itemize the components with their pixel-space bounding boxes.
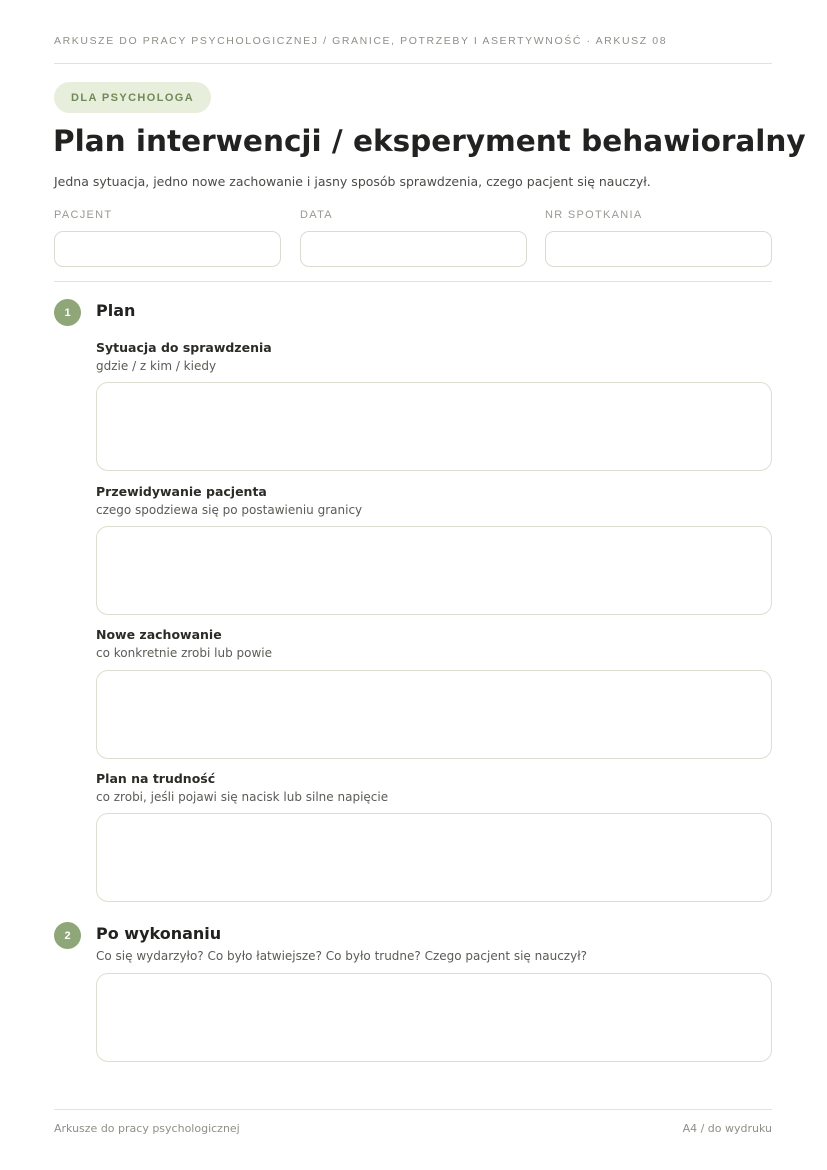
audience-badge: DLA PSYCHOLOGA [54,82,211,113]
step-number-2: 2 [54,922,81,949]
situation-textarea[interactable] [96,382,772,471]
field-hint-new-behavior: co konkretnie zrobi lub powie [96,646,273,660]
field-hint-after: Co się wydarzyło? Co było łatwiejsze? Co było trudne? Czego pacjent się nauczył? [96,949,587,963]
running-header: ARKUSZE DO PRACY PSYCHOLOGICZNEJ / GRANICE, POTRZEBY I ASERTYWNOŚĆ · ARKUSZ 08 [54,35,668,47]
page-title: Plan interwencji / eksperyment behawioralny [53,124,806,158]
section-title-after: Po wykonaniu [96,924,222,943]
field-label-new-behavior: Nowe zachowanie [96,627,222,642]
field-label-prediction: Przewidywanie pacjenta [96,484,267,499]
footer-right: A4 / do wydruku [682,1122,772,1135]
patient-field[interactable] [54,231,281,267]
date-label: DATA [300,209,333,221]
page-subtitle: Jedna sytuacja, jedno nowe zachowanie i jasny sposób sprawdzenia, czego pacjent się nauczył. [54,174,651,189]
footer-divider [54,1109,772,1110]
session-number-label: NR SPOTKANIA [545,209,643,221]
meta-divider [54,281,772,282]
session-number-field[interactable] [545,231,772,267]
field-hint-difficulty-plan: co zrobi, jeśli pojawi się nacisk lub silne napięcie [96,790,389,804]
field-label-difficulty-plan: Plan na trudność [96,771,216,786]
after-textarea[interactable] [96,973,772,1062]
step-number-1: 1 [54,299,81,326]
field-label-situation: Sytuacja do sprawdzenia [96,340,272,355]
difficulty-plan-textarea[interactable] [96,813,772,902]
patient-label: PACJENT [54,209,113,221]
prediction-textarea[interactable] [96,526,772,615]
new-behavior-textarea[interactable] [96,670,772,759]
section-title-plan: Plan [96,301,136,320]
field-hint-situation: gdzie / z kim / kiedy [96,359,217,373]
field-hint-prediction: czego spodziewa się po postawieniu granicy [96,503,363,517]
date-field[interactable] [300,231,527,267]
footer-left: Arkusze do pracy psychologicznej [54,1122,240,1135]
header-divider [54,63,772,64]
